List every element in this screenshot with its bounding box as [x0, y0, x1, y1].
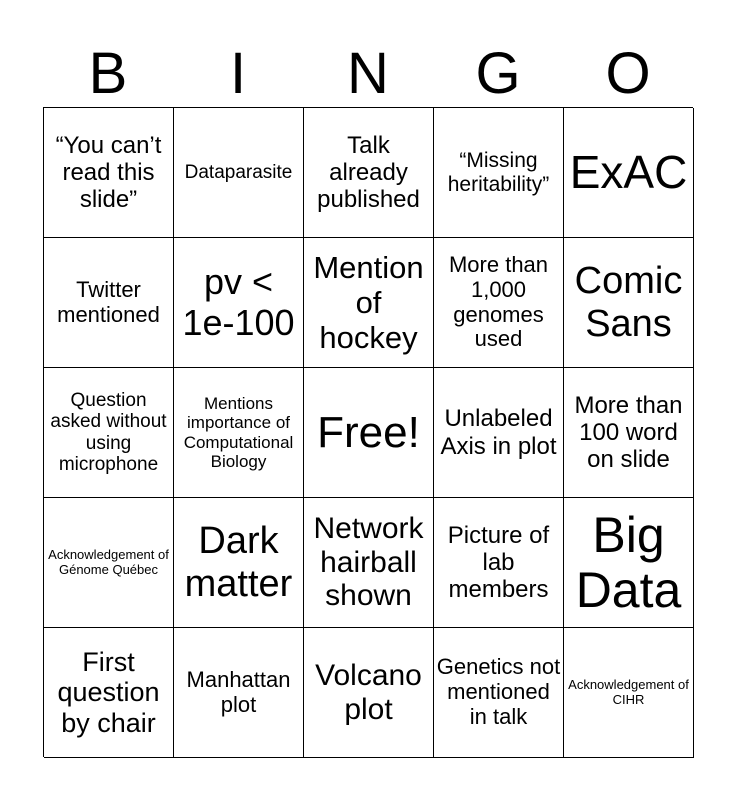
header-letter-n: N	[347, 41, 389, 106]
bingo-cell[interactable]: ExAC	[564, 108, 694, 238]
bingo-cell[interactable]: Mentions importance of Computational Biology	[174, 368, 304, 498]
bingo-header	[43, 40, 693, 108]
bingo-cell[interactable]: Free!	[304, 368, 434, 498]
bingo-cell[interactable]: More than 1,000 genomes used	[434, 238, 564, 368]
header-letter-i: I	[229, 41, 247, 106]
bingo-cell[interactable]: Twitter mentioned	[44, 238, 174, 368]
bingo-cell[interactable]: Picture of lab members	[434, 498, 564, 628]
bingo-cell[interactable]: Network hairball shown	[304, 498, 434, 628]
bingo-cell[interactable]: “You can’t read this slide”	[44, 108, 174, 238]
bingo-cell[interactable]: pv < 1e-100	[174, 238, 304, 368]
header-letter-g: G	[475, 41, 521, 106]
header-letter-o: O	[605, 41, 651, 106]
bingo-cell[interactable]: Manhattan plot	[174, 628, 304, 758]
bingo-cell[interactable]: “Missing heritability”	[434, 108, 564, 238]
bingo-cell[interactable]: Genetics not mentioned in talk	[434, 628, 564, 758]
bingo-cell[interactable]: Big Data	[564, 498, 694, 628]
bingo-cell[interactable]: More than 100 word on slide	[564, 368, 694, 498]
bingo-cell[interactable]: Dark matter	[174, 498, 304, 628]
bingo-cell[interactable]: Acknowledgement of CIHR	[564, 628, 694, 758]
bingo-cell[interactable]: Question asked without using microphone	[44, 368, 174, 498]
bingo-cell[interactable]: Mention of hockey	[304, 238, 434, 368]
bingo-cell[interactable]: Comic Sans	[564, 238, 694, 368]
bingo-cell[interactable]: First question by chair	[44, 628, 174, 758]
header-letter-b: B	[88, 41, 128, 106]
bingo-cell[interactable]: Unlabeled Axis in plot	[434, 368, 564, 498]
bingo-cell[interactable]: Volcano plot	[304, 628, 434, 758]
bingo-cell[interactable]: Dataparasite	[174, 108, 304, 238]
bingo-cell[interactable]: Talk already published	[304, 108, 434, 238]
bingo-cell[interactable]: Acknowledgement of Génome Québec	[44, 498, 174, 628]
bingo-grid	[43, 107, 693, 757]
